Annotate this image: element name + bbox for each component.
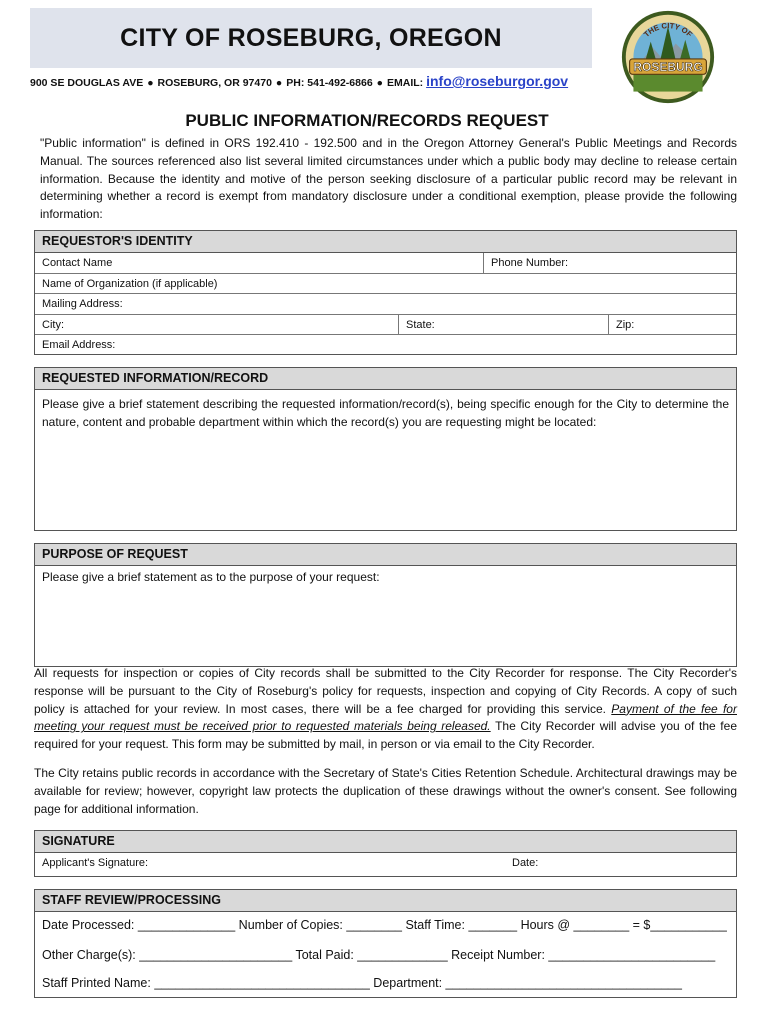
requestor-identity-section xyxy=(34,230,737,355)
signature-date-field[interactable]: Date: xyxy=(512,857,539,869)
city-seal-logo xyxy=(620,9,716,105)
staff-line-charges[interactable]: Other Charge(s): ______________________ Total Paid: _____________ Receipt Number: ________________________ xyxy=(42,948,716,962)
city-title: CITY OF ROSEBURG, OREGON xyxy=(120,24,502,52)
email-link[interactable]: info@roseburgor.gov xyxy=(426,73,569,89)
purpose-section xyxy=(34,543,737,667)
policy-paragraph xyxy=(34,665,737,754)
signature-row xyxy=(35,853,736,874)
mailing-address-field[interactable]: Mailing Address: xyxy=(42,298,123,311)
staff-line-date-copies[interactable]: Date Processed: ______________ Number of Copies: ________ Staff Time: _______ Hours @ ________ = $___________ xyxy=(42,918,727,932)
email-label: EMAIL: xyxy=(387,77,424,89)
zip-field[interactable]: Zip: xyxy=(608,315,736,335)
purpose-field[interactable] xyxy=(35,566,736,663)
email-address-field[interactable]: Email Address: xyxy=(42,339,116,352)
bullet-separator: ● xyxy=(147,77,154,89)
contact-row xyxy=(35,253,736,274)
policy-text-2: The City Recorder will advise you of the fee required for your request. This form may be submitted by mail, in person or via email to the City Recorder. xyxy=(34,719,737,752)
intro-paragraph: "Public information" is defined in ORS 192.410 - 192.500 and in the Oregon Attorney General's Public Meetings and Records Manual. The sources referenced also list several limited circumstances under which a public body may decline to release certain information. Because the identity and motive of the person seeking disclosure of a particular public record may be relevant in determining whether a record is exempt from mandatory disclosure under a conditional exemption, please provide the following information: xyxy=(40,136,737,222)
applicant-signature-field[interactable]: Applicant's Signature: xyxy=(42,857,149,869)
section-heading: REQUESTOR'S IDENTITY xyxy=(35,231,736,253)
city-state-zip: ROSEBURG, OR 97470 xyxy=(157,77,272,89)
form-title: PUBLIC INFORMATION/RECORDS REQUEST xyxy=(185,111,549,130)
contact-line xyxy=(30,73,590,89)
mailing-row xyxy=(35,294,736,315)
section-heading: STAFF REVIEW/PROCESSING xyxy=(35,890,736,912)
phone-number: PH: 541-492-6866 xyxy=(286,77,373,89)
city-field[interactable]: City: xyxy=(42,318,64,331)
organization-field[interactable]: Name of Organization (if applicable) xyxy=(42,277,218,290)
staff-line-name-department[interactable]: Staff Printed Name: _______________________________ Department: __________________________________ xyxy=(42,976,682,990)
requested-instructions: Please give a brief statement describing the requested information/record(s), being specific enough for the City to determine the nature, content and probable department within which the record(s) you are requesting might be located: xyxy=(42,397,729,429)
requested-information-section xyxy=(34,367,737,531)
state-field[interactable]: State: xyxy=(398,315,608,335)
payment-notice: Payment of the fee for meeting your request must be received prior to requested materials being released. xyxy=(34,701,737,734)
retention-paragraph: The City retains public records in accordance with the Secretary of State's Cities Retention Schedule. Architectural drawings may be available for review; however, copyright law protects the duplication of these drawings without the owner's consent. See following page for additional information. xyxy=(34,766,737,816)
requested-information-field[interactable] xyxy=(35,390,736,530)
signature-section xyxy=(34,830,737,877)
seal-name: ROSEBURG xyxy=(633,59,703,74)
city-row xyxy=(35,315,736,336)
phone-number-field[interactable]: Phone Number: xyxy=(483,253,736,273)
bullet-separator: ● xyxy=(275,77,283,89)
section-heading: SIGNATURE xyxy=(35,831,736,853)
staff-review-section xyxy=(34,889,737,998)
seal-top-text: THE CITY OF xyxy=(641,21,695,39)
organization-row xyxy=(35,274,736,295)
policy-text: All requests for inspection or copies of City records shall be submitted to the City Recorder for response. The City Recorder's response will be pursuant to the City of Roseburg's policy for requests, inspection and copying of City Records. A copy of such policy is attached for your review. In most cases, there will be a fee charged for providing this service. xyxy=(34,666,737,716)
section-heading: REQUESTED INFORMATION/RECORD xyxy=(35,368,736,390)
contact-name-field[interactable]: Contact Name xyxy=(42,257,113,269)
bullet-separator: ● xyxy=(376,77,383,89)
email-row xyxy=(35,335,736,356)
section-heading: PURPOSE OF REQUEST xyxy=(35,544,736,566)
purpose-instructions: Please give a brief statement as to the purpose of your request: xyxy=(42,570,380,584)
street-address: 900 SE DOUGLAS AVE xyxy=(30,77,144,89)
